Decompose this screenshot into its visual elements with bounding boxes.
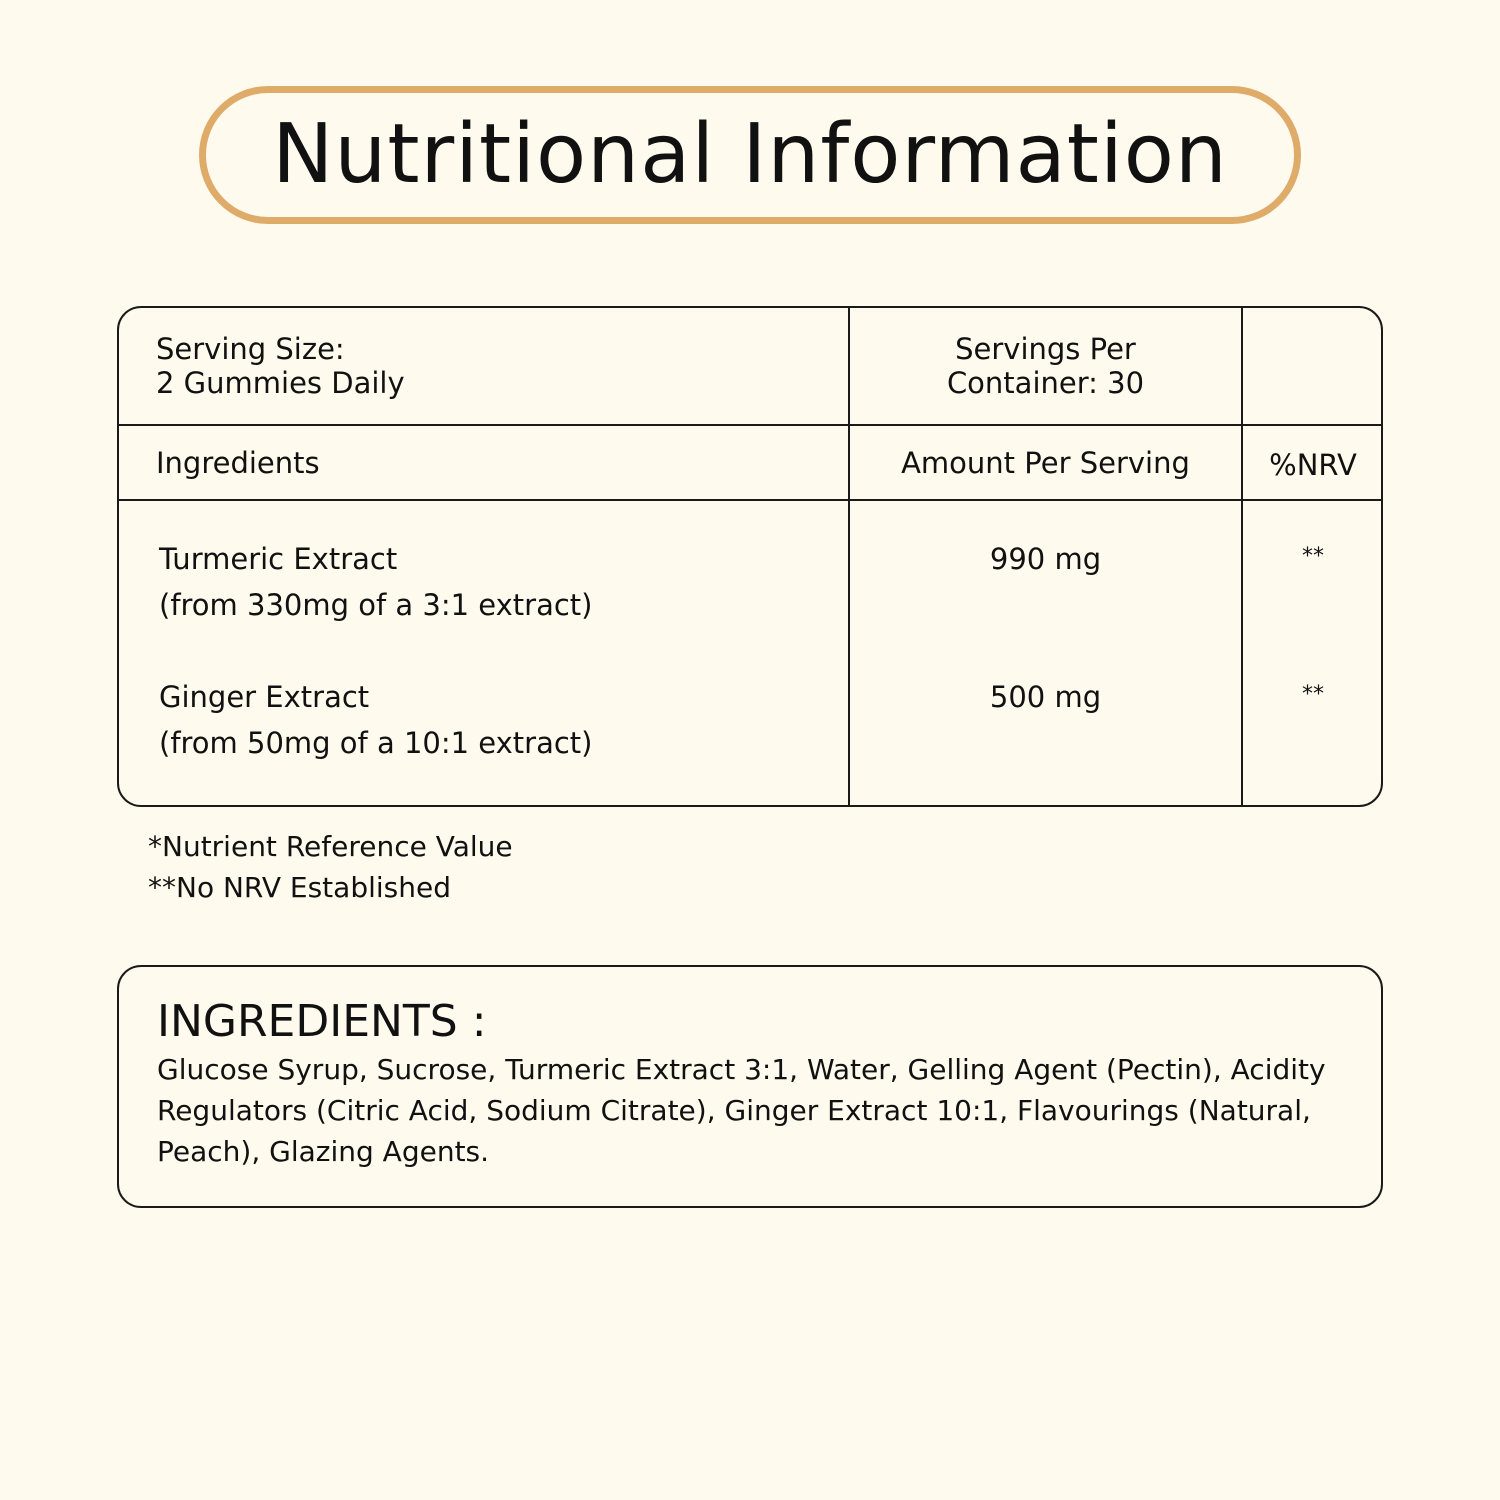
header-nrv: %NRV <box>1269 448 1357 482</box>
ingredient-detail: (from 50mg of a 10:1 extract) <box>159 726 593 760</box>
servings-per-label: Servings Per <box>955 332 1136 366</box>
footnote-nrv: *Nutrient Reference Value <box>148 830 513 863</box>
header-amount: Amount Per Serving <box>901 446 1190 480</box>
amount-value: 500 mg <box>989 680 1102 714</box>
ingredient-name: Turmeric Extract <box>159 542 398 576</box>
ingredients-box <box>117 965 1383 1208</box>
servings-per-container-cell <box>850 332 1241 400</box>
serving-size-cell <box>156 332 405 400</box>
page-title: Nutritional Information <box>272 107 1228 202</box>
amount-value: 990 mg <box>989 542 1102 576</box>
footnotes <box>148 826 513 908</box>
row-divider <box>119 499 1381 501</box>
nrv-value: ** <box>1302 544 1324 569</box>
header-ingredients: Ingredients <box>156 446 320 480</box>
footnote-no-nrv: **No NRV Established <box>148 871 451 904</box>
nutrition-table <box>117 306 1383 807</box>
table-row <box>159 536 593 628</box>
ingredients-text: Glucose Syrup, Sucrose, Turmeric Extract 3:1, Water, Gelling Agent (Pectin), Acidity Regulators (Citric Acid, Sodium Citrate), Ginger Extract 10:1, Flavourings (Natural, Peach), Glazing Agents. <box>157 1053 1326 1168</box>
ingredients-heading: INGREDIENTS : <box>157 996 487 1047</box>
serving-size-label: Serving Size: <box>156 332 345 366</box>
nrv-value: ** <box>1302 682 1324 707</box>
servings-per-value: Container: 30 <box>946 366 1145 400</box>
serving-size-value: 2 Gummies Daily <box>156 366 405 400</box>
ingredient-name: Ginger Extract <box>159 680 370 714</box>
ingredient-detail: (from 330mg of a 3:1 extract) <box>159 588 593 622</box>
title-banner <box>199 86 1301 224</box>
row-divider <box>119 424 1381 426</box>
table-row <box>159 674 593 766</box>
